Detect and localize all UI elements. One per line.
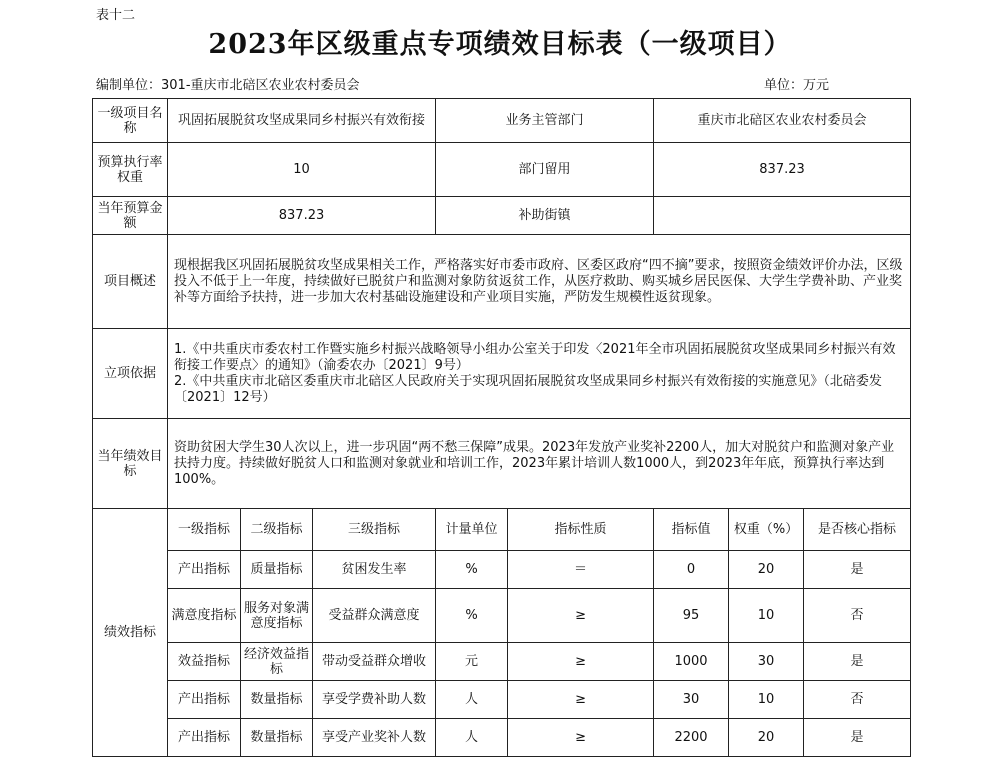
row-nature: ≥: [508, 643, 654, 681]
org-label: 编制单位：301-重庆市北碚区农业农村委员会: [96, 78, 360, 93]
project-name-value: 巩固拓展脱贫攻坚成果同乡村振兴有效衔接: [168, 99, 436, 143]
header-l3: 三级指标: [313, 509, 436, 551]
overview-label: 项目概述: [93, 235, 168, 329]
row-l3: 享受产业奖补人数: [313, 719, 436, 757]
header-nature: 指标性质: [508, 509, 654, 551]
basis-label: 立项依据: [93, 329, 168, 419]
row-nature: ＝: [508, 551, 654, 589]
header-unit: 计量单位: [436, 509, 508, 551]
budget-label: 当年预算金额: [93, 197, 168, 235]
row-nature: ≥: [508, 589, 654, 643]
weight-value: 10: [168, 143, 436, 197]
dept-value: 重庆市北碚区农业农村委员会: [654, 99, 911, 143]
row-core: 是: [804, 719, 911, 757]
unit-label: 单位：万元: [764, 78, 830, 93]
header-l2: 二级指标: [241, 509, 313, 551]
row-core: 否: [804, 681, 911, 719]
row-l3: 受益群众满意度: [313, 589, 436, 643]
row-value: 0: [654, 551, 729, 589]
subsidy-label: 补助街镇: [436, 197, 654, 235]
retain-value: 837.23: [654, 143, 911, 197]
row-l3: 享受学费补助人数: [313, 681, 436, 719]
project-name-label: 一级项目名称: [93, 99, 168, 143]
budget-value: 837.23: [168, 197, 436, 235]
header-core: 是否核心指标: [804, 509, 911, 551]
table-row: [93, 551, 911, 589]
perf-label: 绩效指标: [93, 509, 168, 757]
row-weight: 10: [729, 589, 804, 643]
goal-text: 资助贫困大学生30人次以上，进一步巩固“两不愁三保障”成果。2023年发放产业奖补2200人，加大对脱贫户和监测对象产业扶持力度。持续做好脱贫人口和监测对象就业和培训工作，2023年累计培训人数1000人，到2023年年底，预算执行率达到100%。: [168, 419, 911, 509]
row-unit: 人: [436, 681, 508, 719]
row-core: 是: [804, 551, 911, 589]
row-l2: 数量指标: [241, 719, 313, 757]
row-l1: 产出指标: [168, 719, 241, 757]
header-weight: 权重（%）: [729, 509, 804, 551]
row-nature: ≥: [508, 719, 654, 757]
page-title: 2023年区级重点专项绩效目标表（一级项目）: [208, 29, 792, 60]
dept-label: 业务主管部门: [436, 99, 654, 143]
row-unit: 人: [436, 719, 508, 757]
table-row: [93, 589, 911, 643]
row-core: 否: [804, 589, 911, 643]
row-weight: 10: [729, 681, 804, 719]
header-l1: 一级指标: [168, 509, 241, 551]
row-weight: 20: [729, 719, 804, 757]
row-value: 2200: [654, 719, 729, 757]
subsidy-value: [654, 197, 911, 235]
table-row: [93, 719, 911, 757]
row-core: 是: [804, 643, 911, 681]
row-value: 30: [654, 681, 729, 719]
row-l2: 质量指标: [241, 551, 313, 589]
header-value: 指标值: [654, 509, 729, 551]
row-unit: %: [436, 551, 508, 589]
row-l1: 产出指标: [168, 551, 241, 589]
row-value: 1000: [654, 643, 729, 681]
table-row: [93, 643, 911, 681]
row-l3: 带动受益群众增收: [313, 643, 436, 681]
overview-text: 现根据我区巩固拓展脱贫攻坚成果相关工作，严格落实好市委市政府、区委区政府“四不摘”要求，按照资金绩效评价办法，区级投入不低于上一年度，持续做好已脱贫户和监测对象防贫返贫工作，从医疗救助、购买城乡居民医保、大学生学费补助、产业奖补等方面给予扶持，进一步加大农村基础设施建设和产业项目实施，严防发生规模性返贫现象。: [168, 235, 911, 329]
table-row: [93, 681, 911, 719]
row-unit: 元: [436, 643, 508, 681]
retain-label: 部门留用: [436, 143, 654, 197]
basis-line-2: 2.《中共重庆市北碚区委重庆市北碚区人民政府关于实现巩固拓展脱贫攻坚成果同乡村振兴有效衔接的实施意见》（北碚委发〔2021〕12号）: [174, 373, 882, 405]
row-l3: 贫困发生率: [313, 551, 436, 589]
row-unit: %: [436, 589, 508, 643]
row-l2: 数量指标: [241, 681, 313, 719]
row-weight: 20: [729, 551, 804, 589]
row-l1: 满意度指标: [168, 589, 241, 643]
row-l1: 效益指标: [168, 643, 241, 681]
row-weight: 30: [729, 643, 804, 681]
row-l1: 产出指标: [168, 681, 241, 719]
weight-label: 预算执行率权重: [93, 143, 168, 197]
row-value: 95: [654, 589, 729, 643]
basis-line-1: 1.《中共重庆市委农村工作暨实施乡村振兴战略领导小组办公室关于印发〈2021年全市巩固拓展脱贫攻坚成果同乡村振兴有效衔接工作要点〉的通知》（渝委农办〔2021〕9号）: [174, 341, 896, 373]
basis-text: [168, 329, 911, 419]
performance-table: [92, 98, 911, 757]
row-l2: 服务对象满意度指标: [241, 589, 313, 643]
goal-label: 当年绩效目标: [93, 419, 168, 509]
row-nature: ≥: [508, 681, 654, 719]
row-l2: 经济效益指标: [241, 643, 313, 681]
table-number-label: 表十二: [96, 8, 136, 23]
